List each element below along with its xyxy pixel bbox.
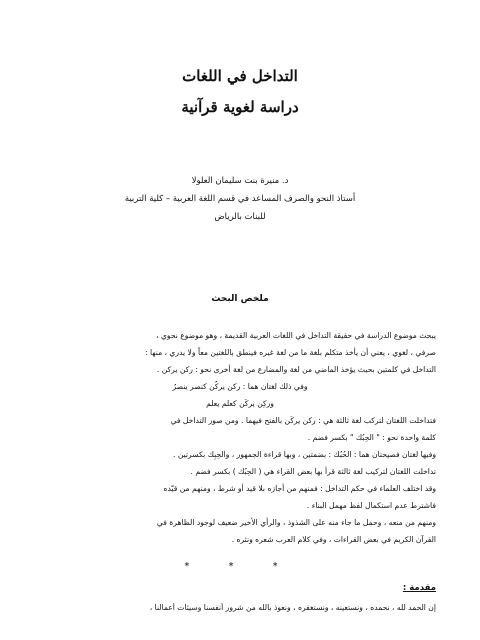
author-name: د. منيرة بنت سليمان العلولا [191,176,289,186]
abstract-line: يبحث موضوع الدراسة في حقيقة التداخل في اللغات العربية القديمة ، وهو موضوع نحوي ، [156,331,436,340]
author-location: للبنات بالرياض [214,212,266,222]
paper-subtitle: دراسة لغوية قرآنية [181,98,299,116]
abstract-line: كلمة واحدة نحو : " الحِبُك " بكسر فضم . [307,433,436,442]
abstract-line: وقد اختلف العلماء في حكم التداخل : فمنهم من أجازه بلا قيد أو شرط ، ومنهم من قيّده [163,484,436,493]
author-position: أستاذ النحو والصرف المساعد في قسم اللغة العربية – كلية التربية [124,194,356,204]
abstract-line: فاشترط عدم استكمال لفظ مهمل البناء . [306,501,436,510]
abstract-line: التداخل في كلمتين بحيث يؤخذ الماضي من لغة والمضارع من لغة أخرى نحو : ركن يركن . [156,365,436,374]
abstract-line: وركِن يركَن كعلم يعلم [206,399,274,408]
abstract-line: وفيها لغتان فصيحتان هما : الحُبُك : بضمتين ، وبها قراءة الجمهور ، والحِبِك بكسرتين . [173,450,436,459]
intro-heading: مقدمة : [402,583,436,593]
abstract-line: وفي ذلك لغتان هما : ركن يركُن كنصر ينصرُ [172,382,308,391]
abstract-line: صرفي ، لغوي ، يعني أن يأخذ متكلم بلغة ما من لغة غيره فينطق باللغتين معاً ولا يدري ، منها : [145,348,436,357]
abstract-line: فتداخلت اللغتان لتركب لغة ثالثة هي : ركن يركَن بالفتح فيهما . ومن صور التداخل في [170,416,436,425]
paper-title: التداخل في اللغات [182,67,298,85]
abstract-line: القرآن الكريم في بعض القراءات ، وفي كلام العرب شعره ونثره . [231,535,436,544]
abstract-heading: ملخص البحث [211,294,269,304]
abstract-line: تداخلت اللغتان لتركيب لغة ثالثة قرأ بها بعض القراء هي ( الحِبُك ) بكسر فضم . [190,467,436,476]
intro-first-line: إن الحمد لله ، نحمده ، ونستعينه ، ونستغفره ، ونعوذ بالله من شرور أنفسنا وسيئات أعمالنا ، [149,603,436,612]
author-block [60,172,420,226]
abstract-line: ومنهم من منعه ، وحمل ما جاء منه على الشذوذ ، والرأي الأخير ضعيف لوجود الظاهرة في [156,518,436,527]
section-separator: * * * [184,561,296,572]
